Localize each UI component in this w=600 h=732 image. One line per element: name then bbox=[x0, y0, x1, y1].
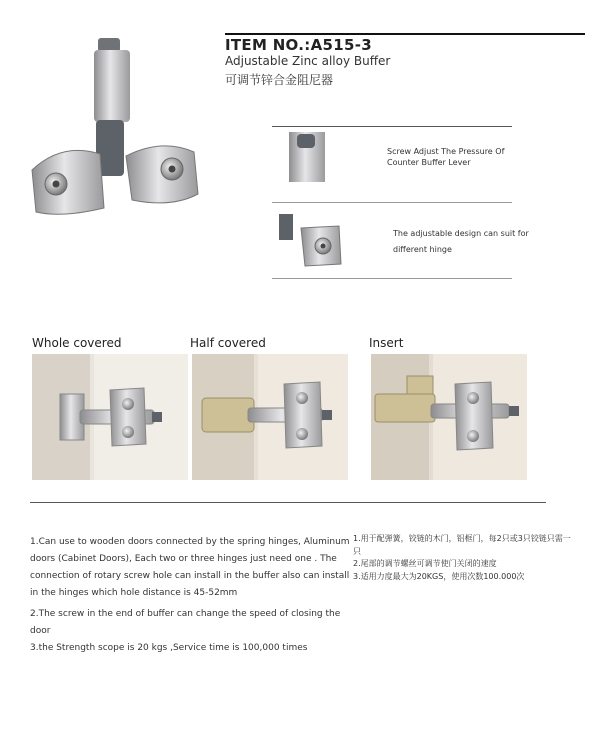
photo-whole-covered bbox=[32, 354, 188, 480]
item-number: ITEM NO.:A515-3 bbox=[225, 36, 372, 54]
buffer-end-image bbox=[283, 132, 333, 182]
note-en-3: 3.the Strength scope is 20 kgs ,Service time is 100,000 times bbox=[30, 643, 308, 653]
product-name-en: Adjustable Zinc alloy Buffer bbox=[225, 54, 391, 68]
note-en-1: 1.Can use to wooden doors connected by the spring hinges, Aluminum doors (Cabinet Doors), Each two or three hinges just need one . The connection of rotary screw hole can install in the buffer also can install in the hinges which hole distance is 45-52mm bbox=[30, 537, 350, 598]
feature-text-1: Screw Adjust The Pressure Of Counter Buffer Lever bbox=[387, 147, 505, 167]
title-rule bbox=[225, 33, 585, 35]
adjustable-design-image bbox=[275, 214, 345, 270]
note-cn-1: 1.用于配弹簧，铰链的木门，铝框门，每2只或3只铰链只需一只 bbox=[353, 534, 571, 556]
feature-rule bbox=[272, 126, 512, 127]
notes-cn bbox=[353, 533, 573, 583]
photo-insert bbox=[371, 354, 527, 480]
label-insert: Insert bbox=[369, 336, 404, 350]
label-half-covered: Half covered bbox=[190, 336, 266, 350]
photo-half-covered bbox=[192, 354, 348, 480]
label-whole-covered: Whole covered bbox=[32, 336, 122, 350]
product-image bbox=[22, 32, 212, 222]
feature-rule bbox=[272, 278, 512, 279]
feature-text-2: The adjustable design can suit for different hinge bbox=[393, 229, 529, 254]
notes-en bbox=[30, 534, 352, 657]
feature-rule bbox=[272, 202, 512, 203]
section-rule bbox=[30, 502, 546, 503]
product-name-cn: 可调节锌合金阻尼器 bbox=[225, 73, 334, 87]
note-en-2: 2.The screw in the end of buffer can change the speed of closing the door bbox=[30, 609, 341, 636]
note-cn-2: 2.尾部的调节螺丝可调节使门关闭的速度 bbox=[353, 559, 497, 568]
note-cn-3: 3.适用力度最大为20KGS，使用次数100.000次 bbox=[353, 571, 525, 581]
